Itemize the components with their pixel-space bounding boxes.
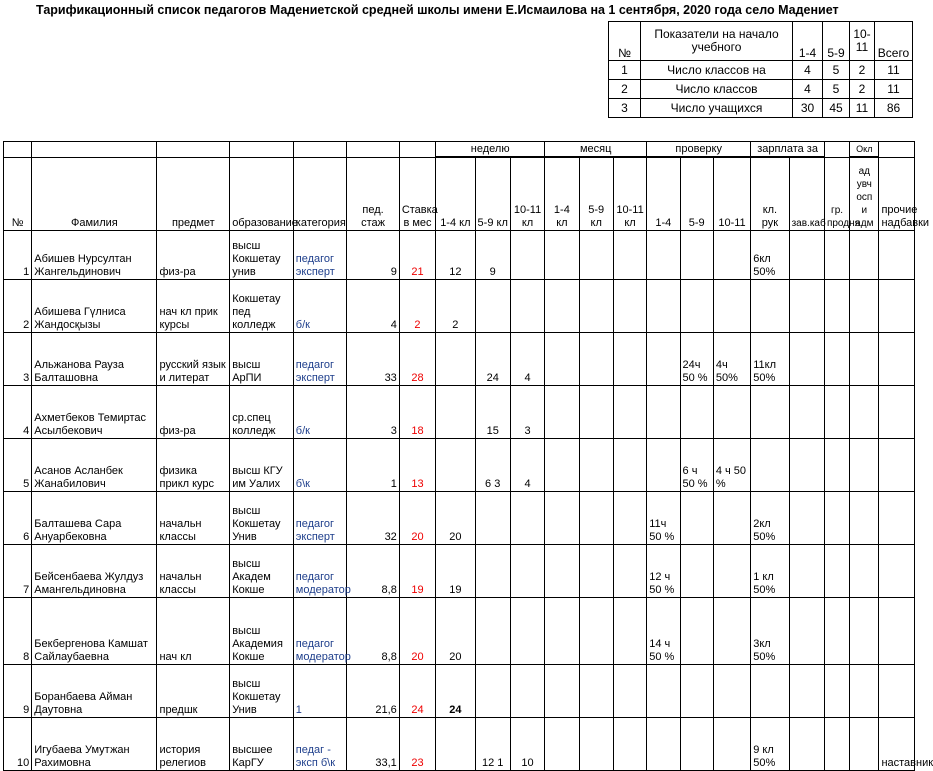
- cell-m1011: [613, 439, 646, 492]
- cell-fam: Асанов Асланбек Жанабилович: [32, 439, 157, 492]
- cell-gr: [824, 492, 849, 545]
- column-header-ruk: кл. рук: [751, 158, 789, 231]
- cell-cat: педагог модератор: [293, 545, 347, 598]
- cell-m1011: [613, 598, 646, 665]
- cell-stazh: 8,8: [347, 545, 400, 598]
- cell-proch: [879, 333, 915, 386]
- table-row: [4, 665, 915, 718]
- cell-p14: 11ч 50 %: [647, 492, 680, 545]
- cell-n: 10: [4, 718, 32, 771]
- cell-subj: нач кл прик курсы: [157, 280, 230, 333]
- cell-gr: [824, 280, 849, 333]
- column-header-p1011: 10-11: [713, 158, 750, 231]
- cell-edu: высш АрПИ: [230, 333, 294, 386]
- table-row: [4, 231, 915, 280]
- cell-cat: б/к: [293, 386, 347, 439]
- cell-stazh: 3: [347, 386, 400, 439]
- cell-cat: 1: [293, 665, 347, 718]
- cell-ruk: [751, 280, 789, 333]
- table-row: [4, 598, 915, 665]
- cell-m14: [545, 492, 579, 545]
- cell-stazh: 33,1: [347, 718, 400, 771]
- cell-w14: [436, 718, 475, 771]
- cell-stazh: 33: [347, 333, 400, 386]
- cell-p14: 12 ч 50 %: [647, 545, 680, 598]
- cell-zav: [789, 545, 824, 598]
- cell-edu: высш Академия Кокше: [230, 598, 294, 665]
- summary-cell-c: 2: [850, 61, 875, 80]
- summary-header-10-11: 10-11: [850, 22, 875, 61]
- cell-n: 5: [4, 439, 32, 492]
- cell-m1011: [613, 718, 646, 771]
- cell-m1011: [613, 231, 646, 280]
- cell-cat: б/к: [293, 280, 347, 333]
- cell-m59: [579, 492, 613, 545]
- cell-stazh: 1: [347, 439, 400, 492]
- cell-w1011: [510, 492, 544, 545]
- column-header-w1011: 10-11 кл: [510, 158, 544, 231]
- cell-stavka: 18: [399, 386, 435, 439]
- cell-p59: [680, 231, 713, 280]
- cell-m59: [579, 718, 613, 771]
- cell-stavka: 20: [399, 598, 435, 665]
- table-row: [4, 333, 915, 386]
- cell-proch: [879, 280, 915, 333]
- cell-zav: [789, 665, 824, 718]
- column-header-m59: 5-9 кл: [579, 158, 613, 231]
- cell-fam: Ахметбеков Темиртас Асылбекович: [32, 386, 157, 439]
- summary-cell-a: 4: [793, 80, 823, 99]
- cell-p1011: [713, 280, 750, 333]
- cell-zav: [789, 439, 824, 492]
- cell-w1011: 4: [510, 439, 544, 492]
- column-header-row: [4, 158, 915, 231]
- cell-m1011: [613, 280, 646, 333]
- cell-n: 6: [4, 492, 32, 545]
- cell-p14: [647, 280, 680, 333]
- column-header-proch: прочие надбавки: [879, 158, 915, 231]
- cell-ad: [850, 280, 879, 333]
- cell-cat: педагог эксперт: [293, 231, 347, 280]
- cell-m59: [579, 386, 613, 439]
- table-row: [4, 386, 915, 439]
- cell-zav: [789, 280, 824, 333]
- cell-stavka: 21: [399, 231, 435, 280]
- cell-m14: [545, 386, 579, 439]
- cell-fam: Бейсенбаева Жулдуз Амангельдиновна: [32, 545, 157, 598]
- cell-w14: [436, 439, 475, 492]
- cell-proch: [879, 386, 915, 439]
- cell-m14: [545, 280, 579, 333]
- cell-ad: [850, 545, 879, 598]
- cell-ruk: 1 кл 50%: [751, 545, 789, 598]
- cell-m59: [579, 545, 613, 598]
- cell-subj: нач кл: [157, 598, 230, 665]
- cell-cat: педагог эксперт: [293, 333, 347, 386]
- cell-m14: [545, 598, 579, 665]
- cell-subj: начальн классы: [157, 545, 230, 598]
- cell-ad: [850, 439, 879, 492]
- cell-m14: [545, 545, 579, 598]
- cell-p1011: [713, 598, 750, 665]
- cell-w59: 24: [475, 333, 510, 386]
- cell-w59: [475, 492, 510, 545]
- cell-proch: [879, 439, 915, 492]
- cell-m1011: [613, 386, 646, 439]
- cell-p59: [680, 492, 713, 545]
- cell-p14: [647, 718, 680, 771]
- cell-p1011: [713, 665, 750, 718]
- summary-cell-c: 11: [850, 99, 875, 118]
- cell-m59: [579, 665, 613, 718]
- cell-gr: [824, 231, 849, 280]
- group-oklad: Окл: [850, 142, 879, 157]
- table-row: [4, 439, 915, 492]
- cell-proch: [879, 598, 915, 665]
- cell-subj: русский язык и литерат: [157, 333, 230, 386]
- cell-w59: 6 3: [475, 439, 510, 492]
- cell-proch: [879, 545, 915, 598]
- cell-fam: Боранбаева Айман Даутовна: [32, 665, 157, 718]
- cell-m1011: [613, 333, 646, 386]
- summary-header-label: Показатели на начало учебного: [641, 22, 793, 61]
- cell-proch: [879, 492, 915, 545]
- cell-n: 1: [4, 231, 32, 280]
- cell-m14: [545, 718, 579, 771]
- column-header-p59: 5-9: [680, 158, 713, 231]
- cell-gr: [824, 665, 849, 718]
- cell-n: 2: [4, 280, 32, 333]
- cell-w14: 24: [436, 665, 475, 718]
- cell-w59: [475, 280, 510, 333]
- summary-cell-a: 30: [793, 99, 823, 118]
- cell-m14: [545, 439, 579, 492]
- cell-stazh: 8,8: [347, 598, 400, 665]
- cell-m59: [579, 333, 613, 386]
- cell-subj: предшк: [157, 665, 230, 718]
- cell-gr: [824, 386, 849, 439]
- cell-subj: физ-ра: [157, 386, 230, 439]
- cell-cat: педагог модератор: [293, 598, 347, 665]
- cell-w14: [436, 333, 475, 386]
- column-header-w14: 1-4 кл: [436, 158, 475, 231]
- cell-cat: б\к: [293, 439, 347, 492]
- cell-n: 9: [4, 665, 32, 718]
- cell-w14: 19: [436, 545, 475, 598]
- cell-zav: [789, 333, 824, 386]
- cell-stavka: 19: [399, 545, 435, 598]
- summary-cell-label: Число классов на: [641, 61, 793, 80]
- cell-p14: [647, 231, 680, 280]
- table-row: [4, 492, 915, 545]
- cell-ruk: 6кл 50%: [751, 231, 789, 280]
- cell-zav: [789, 718, 824, 771]
- cell-p14: [647, 665, 680, 718]
- cell-fam: Абишев Нурсултан Жангельдинович: [32, 231, 157, 280]
- cell-zav: [789, 386, 824, 439]
- summary-cell-t: 11: [875, 61, 913, 80]
- cell-proch: наставник: [879, 718, 915, 771]
- cell-m59: [579, 280, 613, 333]
- cell-p14: [647, 386, 680, 439]
- cell-stazh: 32: [347, 492, 400, 545]
- cell-ad: [850, 718, 879, 771]
- cell-ad: [850, 231, 879, 280]
- cell-p59: [680, 280, 713, 333]
- cell-edu: высш Кокшетау Унив: [230, 492, 294, 545]
- column-header-n: №: [4, 158, 32, 231]
- cell-edu: высш КГУ им Уалих: [230, 439, 294, 492]
- cell-p14: 14 ч 50 %: [647, 598, 680, 665]
- column-header-ad: ад увч осп и адм: [850, 158, 879, 231]
- cell-w1011: 3: [510, 386, 544, 439]
- cell-subj: физ-ра: [157, 231, 230, 280]
- cell-p1011: [713, 492, 750, 545]
- cell-w59: [475, 545, 510, 598]
- cell-p59: [680, 386, 713, 439]
- group-check: проверку: [647, 142, 751, 157]
- cell-edu: Кокшетау пед колледж: [230, 280, 294, 333]
- cell-ruk: 3кл 50%: [751, 598, 789, 665]
- summary-cell-t: 86: [875, 99, 913, 118]
- cell-p59: [680, 718, 713, 771]
- cell-stavka: 20: [399, 492, 435, 545]
- cell-m14: [545, 665, 579, 718]
- cell-cat: педаг - эксп б\к: [293, 718, 347, 771]
- cell-ruk: [751, 439, 789, 492]
- summary-header-total: Всего: [875, 22, 913, 61]
- column-header-m1011: 10-11 кл: [613, 158, 646, 231]
- cell-m59: [579, 598, 613, 665]
- summary-cell-t: 11: [875, 80, 913, 99]
- group-week: неделю: [436, 142, 545, 157]
- cell-w1011: 10: [510, 718, 544, 771]
- cell-stazh: 21,6: [347, 665, 400, 718]
- column-header-edu: образование: [230, 158, 294, 231]
- cell-ad: [850, 665, 879, 718]
- cell-m1011: [613, 545, 646, 598]
- cell-fam: Бекбергенова Камшат Сайлаубаевна: [32, 598, 157, 665]
- summary-cell-b: 45: [823, 99, 850, 118]
- cell-p59: [680, 598, 713, 665]
- summary-table: [608, 21, 913, 118]
- cell-zav: [789, 492, 824, 545]
- cell-edu: высш Кокшетау Унив: [230, 665, 294, 718]
- cell-w1011: [510, 280, 544, 333]
- cell-ad: [850, 598, 879, 665]
- column-header-zav: зав.каб: [789, 158, 824, 231]
- cell-p1011: 4ч 50%: [713, 333, 750, 386]
- cell-ruk: [751, 386, 789, 439]
- cell-ruk: 2кл 50%: [751, 492, 789, 545]
- cell-p14: [647, 439, 680, 492]
- cell-p14: [647, 333, 680, 386]
- cell-w59: [475, 665, 510, 718]
- cell-fam: Игубаева Умутжан Рахимовна: [32, 718, 157, 771]
- cell-gr: [824, 718, 849, 771]
- cell-gr: [824, 439, 849, 492]
- column-header-fam: Фамилия: [32, 158, 157, 231]
- summary-cell-label: Число учащихся: [641, 99, 793, 118]
- cell-stavka: 24: [399, 665, 435, 718]
- cell-p59: [680, 545, 713, 598]
- summary-header-num: №: [609, 22, 641, 61]
- summary-cell-b: 5: [823, 61, 850, 80]
- cell-fam: Абишева Гүлниса Жандосқызы: [32, 280, 157, 333]
- summary-row: [609, 61, 913, 80]
- cell-p1011: [713, 545, 750, 598]
- cell-stazh: 4: [347, 280, 400, 333]
- summary-cell-n: 2: [609, 80, 641, 99]
- cell-ad: [850, 333, 879, 386]
- column-header-subj: предмет: [157, 158, 230, 231]
- cell-edu: высш Кокшетау унив: [230, 231, 294, 280]
- column-header-m14: 1-4 кл: [545, 158, 579, 231]
- cell-w14: 2: [436, 280, 475, 333]
- cell-m59: [579, 231, 613, 280]
- page-title: Тарификационный список педагогов Мадениетской средней школы имени Е.Исмаилова на 1 сентября, 2020 года село Мадениет: [36, 3, 839, 17]
- cell-fam: Балташева Сара Ануарбековна: [32, 492, 157, 545]
- cell-n: 4: [4, 386, 32, 439]
- cell-cat: педагог эксперт: [293, 492, 347, 545]
- table-row: [4, 545, 915, 598]
- column-header-p14: 1-4: [647, 158, 680, 231]
- summary-cell-n: 3: [609, 99, 641, 118]
- cell-w59: 9: [475, 231, 510, 280]
- cell-edu: высшее КарГУ: [230, 718, 294, 771]
- cell-w1011: [510, 231, 544, 280]
- cell-ruk: 9 кл 50%: [751, 718, 789, 771]
- cell-proch: [879, 665, 915, 718]
- cell-w14: 20: [436, 598, 475, 665]
- cell-stazh: 9: [347, 231, 400, 280]
- group-salary: зарплата за: [751, 142, 825, 157]
- cell-ad: [850, 386, 879, 439]
- cell-ad: [850, 492, 879, 545]
- cell-edu: ср.спец колледж: [230, 386, 294, 439]
- cell-m14: [545, 231, 579, 280]
- cell-w14: 20: [436, 492, 475, 545]
- cell-subj: начальн классы: [157, 492, 230, 545]
- cell-w1011: [510, 665, 544, 718]
- column-header-gr: гр. продня: [824, 158, 849, 231]
- summary-header-5-9: 5-9: [823, 22, 850, 61]
- cell-w59: [475, 598, 510, 665]
- table-row: [4, 280, 915, 333]
- cell-stavka: 13: [399, 439, 435, 492]
- cell-zav: [789, 231, 824, 280]
- summary-row: [609, 80, 913, 99]
- cell-edu: высш Академ Кокше: [230, 545, 294, 598]
- summary-cell-b: 5: [823, 80, 850, 99]
- cell-n: 3: [4, 333, 32, 386]
- summary-cell-n: 1: [609, 61, 641, 80]
- cell-p1011: [713, 718, 750, 771]
- cell-w14: 12: [436, 231, 475, 280]
- cell-m59: [579, 439, 613, 492]
- cell-p59: [680, 665, 713, 718]
- cell-w59: 12 1: [475, 718, 510, 771]
- summary-cell-label: Число классов: [641, 80, 793, 99]
- cell-stavka: 28: [399, 333, 435, 386]
- group-month: месяц: [545, 142, 647, 157]
- cell-n: 8: [4, 598, 32, 665]
- cell-w1011: [510, 598, 544, 665]
- cell-w1011: [510, 545, 544, 598]
- cell-subj: история релегиов: [157, 718, 230, 771]
- cell-p59: 6 ч 50 %: [680, 439, 713, 492]
- cell-w1011: 4: [510, 333, 544, 386]
- column-header-stazh: пед. стаж: [347, 158, 400, 231]
- cell-proch: [879, 231, 915, 280]
- cell-ruk: 11кл 50%: [751, 333, 789, 386]
- cell-n: 7: [4, 545, 32, 598]
- cell-p1011: [713, 386, 750, 439]
- cell-zav: [789, 598, 824, 665]
- column-header-w59: 5-9 кл: [475, 158, 510, 231]
- cell-stavka: 2: [399, 280, 435, 333]
- cell-m1011: [613, 492, 646, 545]
- summary-cell-a: 4: [793, 61, 823, 80]
- cell-w59: 15: [475, 386, 510, 439]
- summary-header-1-4: 1-4: [793, 22, 823, 61]
- cell-gr: [824, 598, 849, 665]
- cell-m1011: [613, 665, 646, 718]
- cell-p1011: 4 ч 50 %: [713, 439, 750, 492]
- cell-w14: [436, 386, 475, 439]
- table-row: [4, 718, 915, 771]
- cell-m14: [545, 333, 579, 386]
- summary-cell-c: 2: [850, 80, 875, 99]
- cell-stavka: 23: [399, 718, 435, 771]
- cell-gr: [824, 545, 849, 598]
- cell-p59: 24ч 50 %: [680, 333, 713, 386]
- cell-p1011: [713, 231, 750, 280]
- column-header-cat: категория: [293, 158, 347, 231]
- cell-fam: Альжанова Рауза Балташовна: [32, 333, 157, 386]
- cell-subj: физика прикл курс: [157, 439, 230, 492]
- cell-ruk: [751, 665, 789, 718]
- summary-row: [609, 99, 913, 118]
- column-header-stavka: Ставка в мес: [399, 158, 435, 231]
- cell-gr: [824, 333, 849, 386]
- tariff-table: [3, 141, 933, 771]
